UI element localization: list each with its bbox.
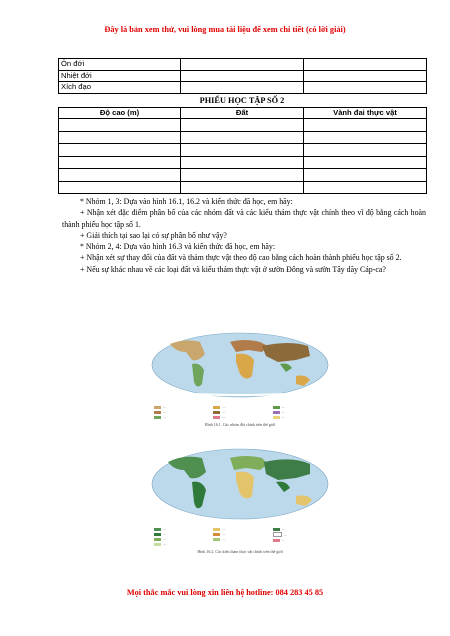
table-row (59, 59, 427, 71)
soil-world-map (150, 332, 330, 398)
sheet2-title: PHIẾU HỌC TẬP SỐ 2 (199, 96, 285, 105)
instruction-line: + Nếu sự khác nhau về các loại đất và kiểu thảm thực vật ở sườn Đông và sườn Tây dãy Cáp-ca? (80, 264, 386, 274)
instruction-line: + Nhận xét sự thay đổi của đất và thảm thực vật theo độ cao bằng cách hoàn thành phiếu học tập số 2. (80, 253, 402, 263)
zone-cell: Nhiệt đới (59, 70, 181, 82)
instruction-line: + Giải thích tại sao lại có sự phân bố như vậy? (80, 230, 227, 240)
zone-cell: Ôn đới (59, 59, 181, 71)
preview-banner: Đây là bản xem thử, vui lòng mua tài liệu để xem chi tiết (có lời giải) (104, 25, 346, 34)
sheet1-table-tail (58, 58, 427, 94)
vegetation-world-map (150, 448, 330, 520)
instruction-line: * Nhóm 2, 4: Dựa vào hình 16.3 và kiến thức đã học, em hãy: (80, 242, 276, 252)
soil-map-caption: Hình 16.1. Các nhóm đất chính trên thế giới (204, 422, 276, 427)
instruction-line: + Nhận xét đặc điểm phân bố của các nhóm đất và các kiểu thảm thực vật chính theo vĩ độ bằng cách hoàn thành phiếu học tập số 1. (62, 208, 426, 229)
column-header: Đất (181, 108, 304, 119)
vegetation-map-legend: — — — — — — — — — — (150, 525, 330, 549)
table-row (59, 82, 427, 94)
table-row (59, 144, 427, 157)
table-row (59, 70, 427, 82)
sheet2-table (58, 107, 427, 194)
table-row (59, 156, 427, 169)
table-row (59, 119, 427, 132)
vegetation-map-caption: Hình 16.2. Các kiểu thảm thực vật chính trên thế giới (197, 549, 283, 554)
hotline-footer: Mọi thắc mắc vui lòng xin liên hệ hotline: 084 283 45 85 (126, 588, 324, 597)
instruction-line: * Nhóm 1, 3: Dựa vào hình 16.1, 16.2 và kiến thức đã học, em hãy: (80, 197, 293, 206)
soil-map-figure (150, 332, 330, 427)
column-header: Vành đai thực vật (304, 108, 427, 119)
table-row (59, 181, 427, 194)
table-row (59, 131, 427, 144)
table-row (59, 169, 427, 182)
soil-map-legend: — — — — — — — — — (150, 403, 330, 422)
zone-cell: Xích đạo (59, 82, 181, 94)
instructions (62, 196, 426, 275)
column-header: Độ cao (m) (59, 108, 181, 119)
table-header-row (59, 108, 427, 119)
vegetation-map-figure (150, 448, 330, 554)
